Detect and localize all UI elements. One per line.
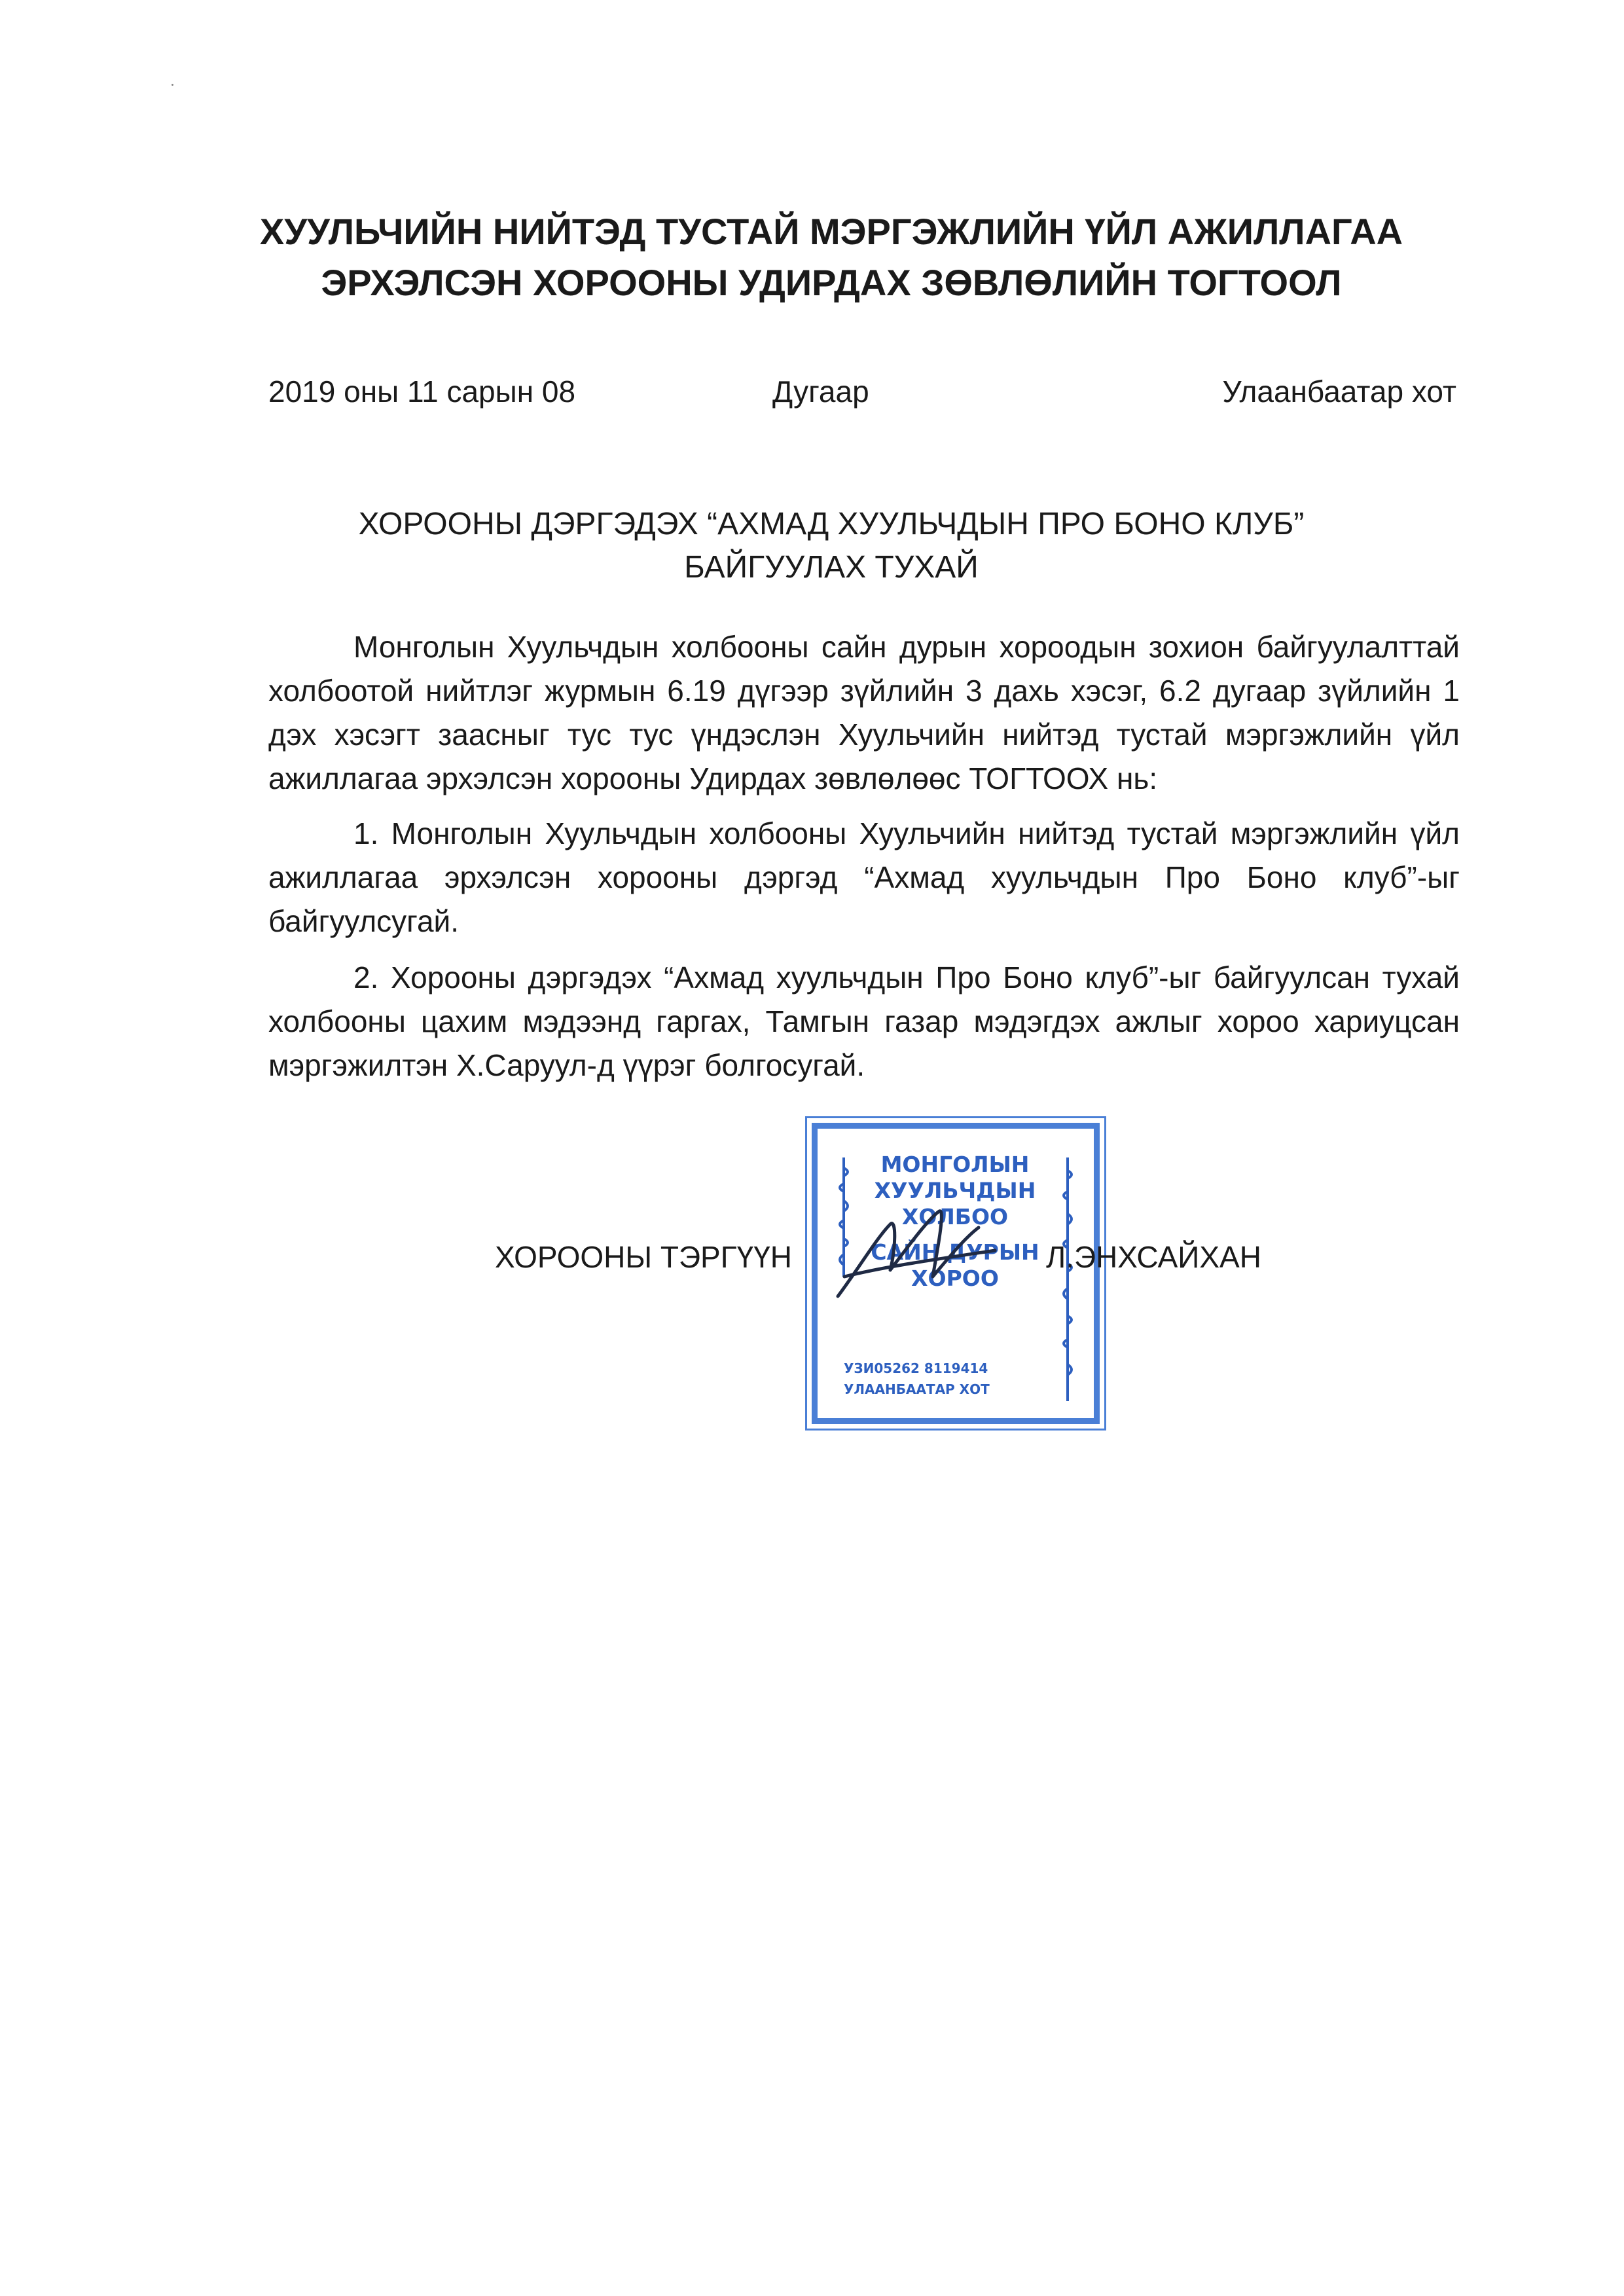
seal-line: ХОЛБОО <box>901 1204 1009 1230</box>
document-subject <box>196 503 1466 589</box>
signatory-role: ХОРООНЫ ТЭРГҮҮН <box>495 1240 793 1274</box>
seal-line: САЙН ДУРЫН <box>871 1239 1039 1265</box>
scan-speck <box>171 84 173 86</box>
resolution-item-2 <box>268 956 1460 1087</box>
resolution-item-1 <box>268 812 1460 943</box>
seal-registration <box>844 1358 1040 1400</box>
seal-reg-number: УЗИ05262 8119414 <box>844 1360 988 1376</box>
subject-line-2: БАЙГУУЛАХ ТУХАЙ <box>684 550 979 585</box>
resolution-item-2-text: 2. Хорооны дэргэдэх “Ахмад хуульчдын Про Боно клуб”-ыг байгуулсан тухай холбооны цахим мэдээнд гаргах, Тамгын газар мэдэгдэх ажлыг хороо хариуцсан мэргэжилтэн Х.Саруул-д үүрэг болгосугай. <box>268 960 1460 1082</box>
title-line-2: ЭРХЭЛСЭН ХОРООНЫ УДИРДАХ ЗӨВЛӨЛИЙН ТОГТООЛ <box>321 262 1342 303</box>
handwritten-signature <box>818 1198 1015 1316</box>
intro-paragraph <box>268 625 1460 801</box>
document-city: Улаанбаатар хот <box>1222 374 1456 409</box>
signatory-name: Л.ЭНХСАЙХАН <box>1046 1240 1261 1274</box>
document-title <box>196 206 1466 308</box>
seal-line: ХУУЛЬЧДЫН <box>874 1178 1036 1203</box>
seal-mongolian-script-right <box>1056 1155 1079 1404</box>
title-line-1: ХУУЛЬЧИЙН НИЙТЭД ТУСТАЙ МЭРГЭЖЛИЙН ҮЙЛ АЖИЛЛАГАА <box>259 211 1403 252</box>
resolution-item-1-text: 1. Монголын Хуульчдын холбооны Хуульчийн нийтэд тустай мэргэжлийн үйл ажиллагаа эрхэлсэн хорооны дэргэд “Ахмад хуульчдын Про Боно клуб”-ыг байгуулсугай. <box>268 816 1460 938</box>
seal-city: УЛААНБААТАР ХОТ <box>844 1381 990 1397</box>
document-date: 2019 оны 11 сарын 08 <box>268 374 576 409</box>
intro-text: Монголын Хуульчдын холбооны сайн дурын хороодын зохион байгуулалттай холбоотой нийтлэг журмын 6.19 дүгээр зүйлийн 3 дахь хэсэг, 6.2 дугаар зүйлийн 1 дэх хэсэгт заасныг тус тус үндэслэн Хуульчийн нийтэд тустай мэргэжлийн үйл ажиллагаа эрхэлсэн хорооны Удирдах зөвлөлөөс ТОГТООХ нь: <box>268 630 1460 795</box>
subject-line-1: ХОРООНЫ ДЭРГЭДЭХ “АХМАД ХУУЛЬЧДЫН ПРО БОНО КЛУБ” <box>358 507 1305 541</box>
seal-line: ХОРОО <box>911 1266 999 1291</box>
seal-line: МОНГОЛЫН <box>880 1152 1030 1177</box>
document-number-label: Дугаар <box>772 374 869 409</box>
